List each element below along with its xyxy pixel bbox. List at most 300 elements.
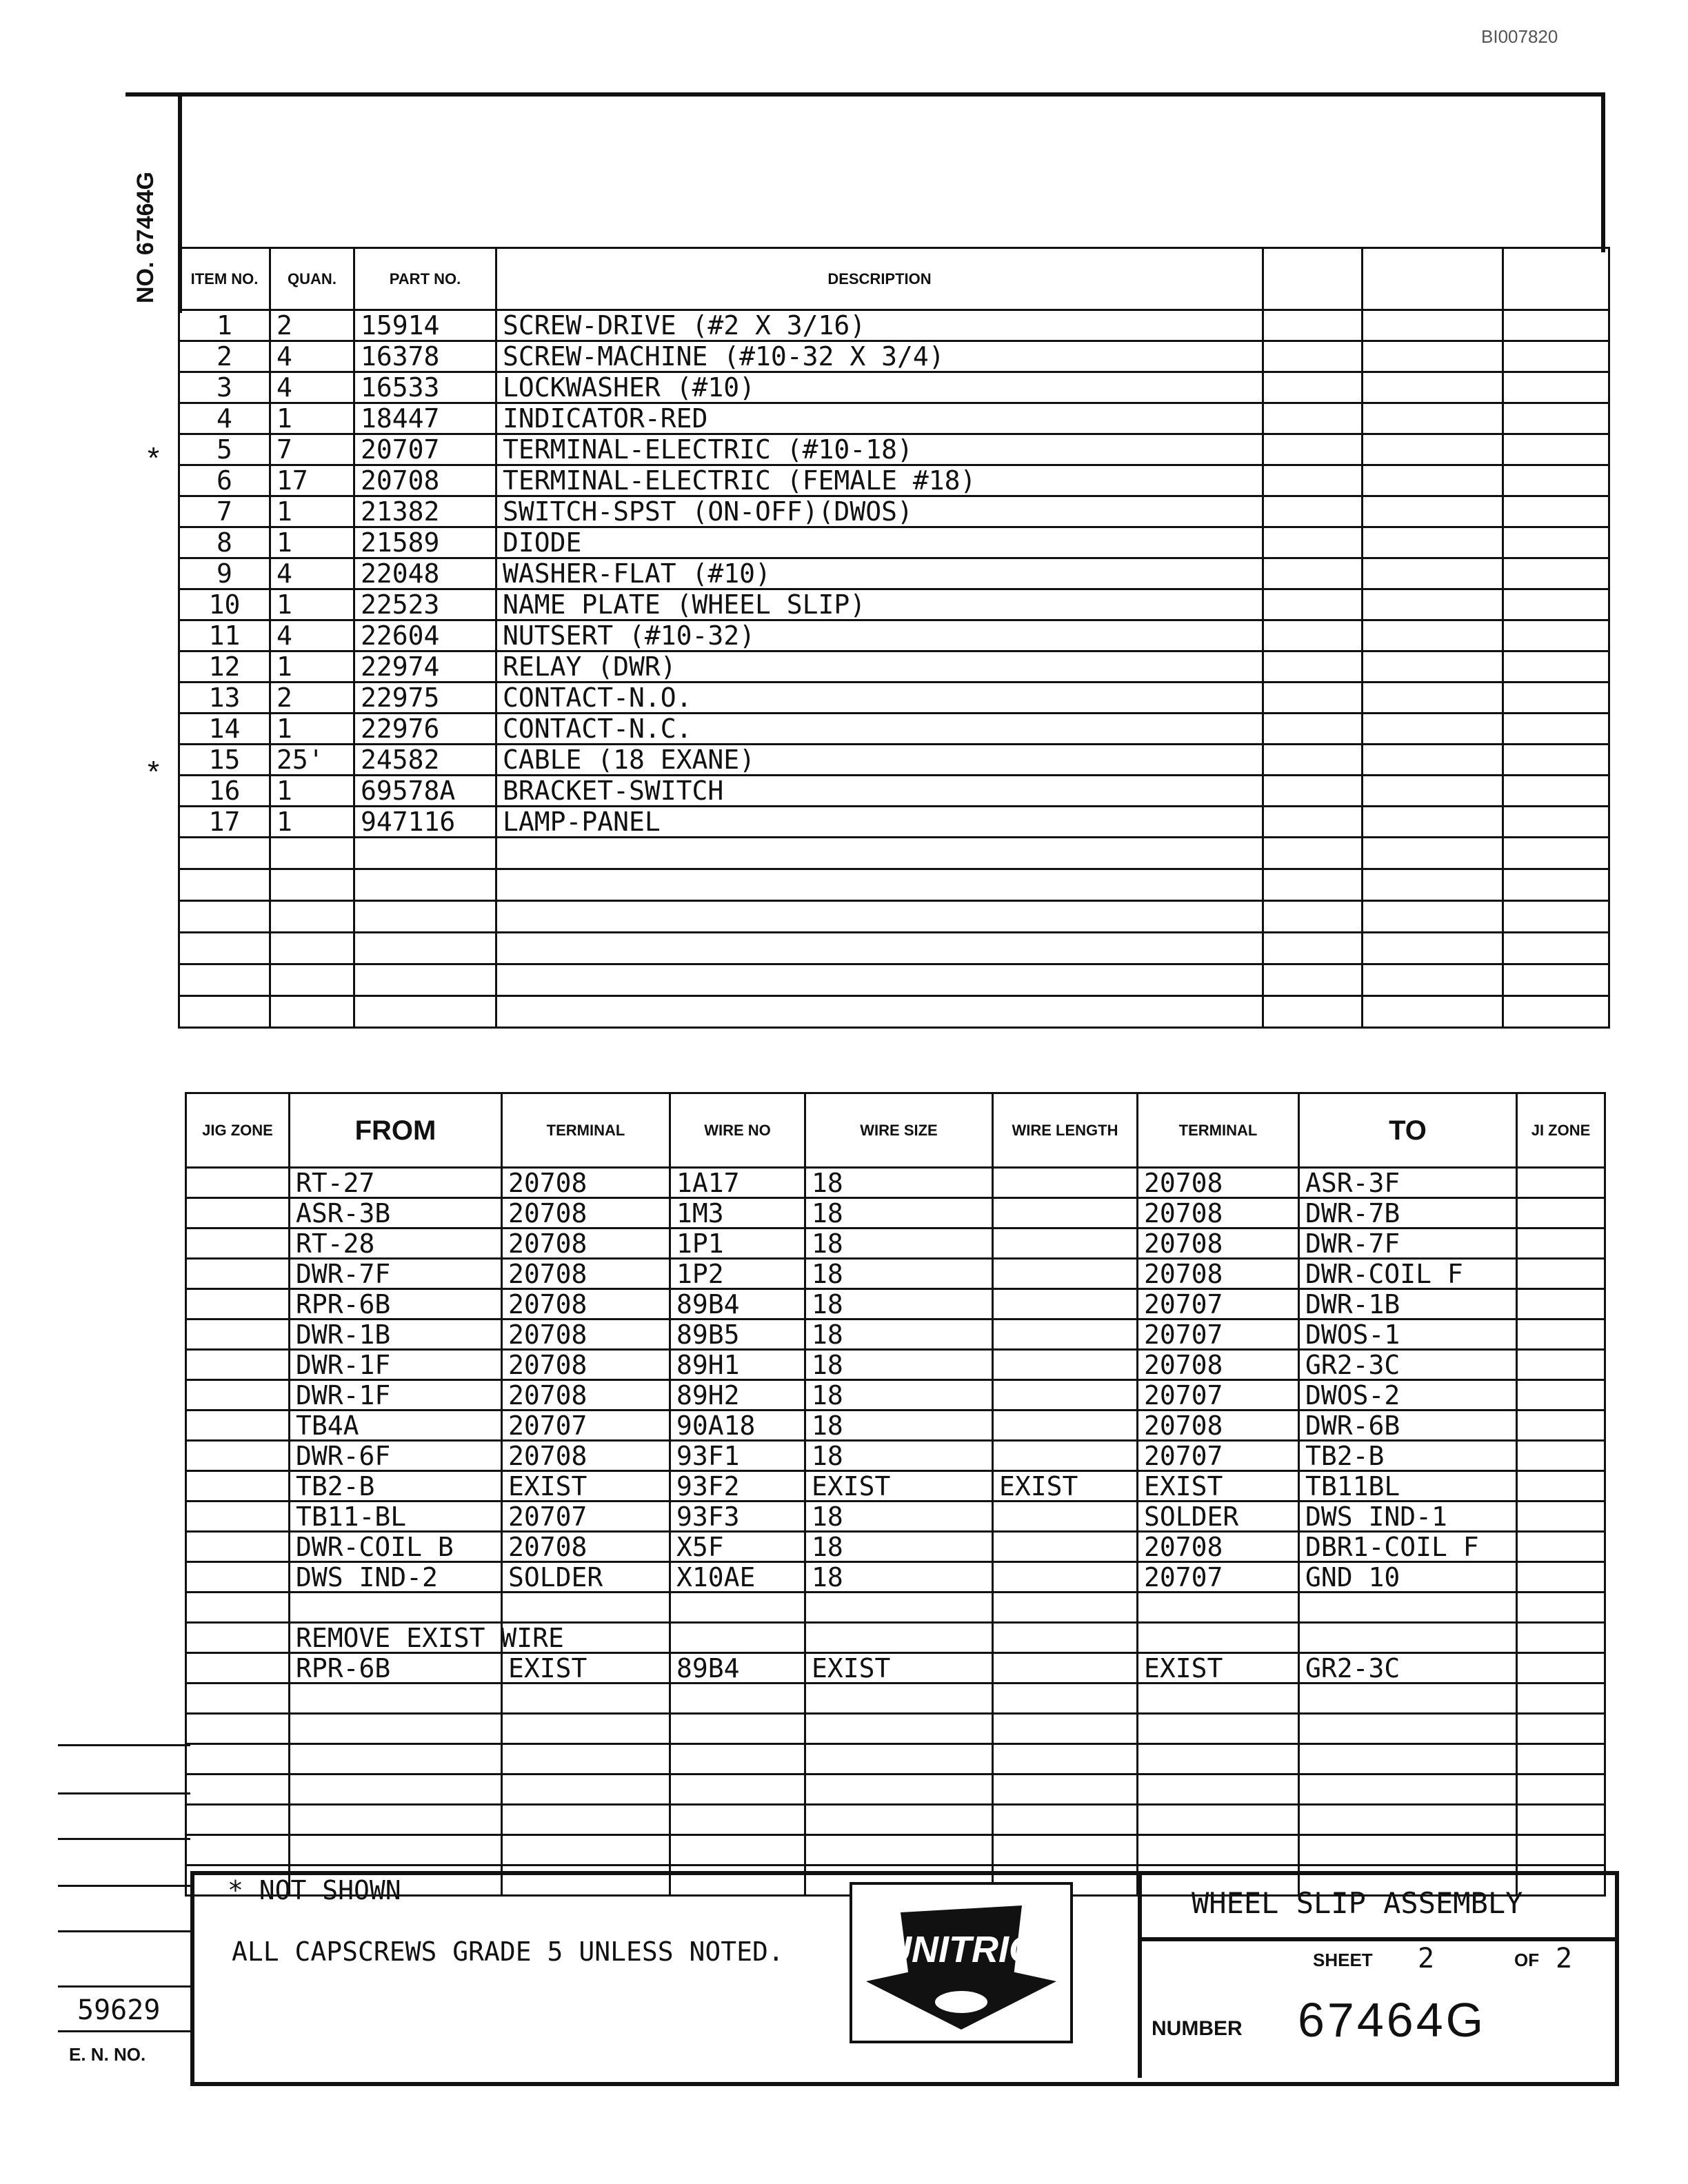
header-wire-no: WIRE NO xyxy=(670,1093,805,1168)
wire-cell-jig-zone-right xyxy=(1517,1714,1605,1744)
wire-cell-terminal-from xyxy=(502,1775,670,1805)
parts-cell-qty: 1 xyxy=(270,807,354,838)
parts-cell-desc: TERMINAL-ELECTRIC (FEMALE #18) xyxy=(496,465,1263,496)
wire-cell-terminal-to: 20708 xyxy=(1138,1259,1299,1289)
parts-cell-desc: SWITCH-SPST (ON-OFF)(DWOS) xyxy=(496,496,1263,527)
wire-cell-wire-no: 93F3 xyxy=(670,1502,805,1532)
parts-cell-qty: 25' xyxy=(270,745,354,776)
parts-cell-part: 22604 xyxy=(354,620,496,651)
parts-cell-part: 22974 xyxy=(354,651,496,682)
wire-cell-wire-length xyxy=(993,1623,1138,1653)
parts-cell-blank xyxy=(1503,341,1609,372)
parts-cell-part: 15914 xyxy=(354,310,496,341)
wire-cell-to xyxy=(1299,1623,1517,1653)
wire-cell-wire-size: 18 xyxy=(805,1441,993,1471)
wire-cell-to: TB2-B xyxy=(1299,1441,1517,1471)
parts-cell-item: 6 xyxy=(179,465,270,496)
note-not-shown: * NOT SHOWN xyxy=(228,1875,401,1905)
parts-cell-qty xyxy=(270,838,354,869)
wire-cell-terminal-to: 20707 xyxy=(1138,1320,1299,1350)
parts-cell-part: 947116 xyxy=(354,807,496,838)
parts-cell-blank xyxy=(1503,589,1609,620)
wire-row xyxy=(186,1835,1605,1866)
parts-cell-item: 8 xyxy=(179,527,270,558)
wire-row xyxy=(186,1380,1605,1410)
parts-cell-blank xyxy=(1363,745,1503,776)
parts-cell-blank xyxy=(1503,838,1609,869)
parts-cell-desc: LOCKWASHER (#10) xyxy=(496,372,1263,403)
parts-cell-item: 2 xyxy=(179,341,270,372)
parts-cell-blank xyxy=(1363,838,1503,869)
wire-cell-wire-no xyxy=(670,1714,805,1744)
wire-cell-jig-zone xyxy=(186,1471,290,1502)
wire-cell-wire-length xyxy=(993,1380,1138,1410)
wire-cell-wire-length xyxy=(993,1805,1138,1835)
wire-cell-jig-zone-right xyxy=(1517,1168,1605,1198)
parts-cell-blank xyxy=(1503,496,1609,527)
wire-row xyxy=(186,1168,1605,1198)
en-block xyxy=(58,1985,190,2080)
parts-cell-item xyxy=(179,996,270,1028)
wire-cell-terminal-to xyxy=(1138,1805,1299,1835)
parts-cell-blank xyxy=(1263,933,1363,964)
parts-cell-item: 4 xyxy=(179,403,270,434)
wire-cell-wire-no: 1A17 xyxy=(670,1168,805,1198)
parts-cell-item xyxy=(179,838,270,869)
parts-cell-blank xyxy=(1503,714,1609,745)
parts-cell-blank xyxy=(1263,714,1363,745)
parts-cell-blank xyxy=(1503,869,1609,901)
wire-cell-from: DWS IND-2 xyxy=(290,1562,502,1593)
wire-cell-to: DWR-COIL F xyxy=(1299,1259,1517,1289)
parts-cell-item: 17 xyxy=(179,807,270,838)
wire-cell-from: DWR-1B xyxy=(290,1320,502,1350)
parts-cell-desc: CONTACT-N.O. xyxy=(496,682,1263,714)
parts-cell-item: 5 xyxy=(179,434,270,465)
title-divider xyxy=(1142,1937,1615,1941)
wire-cell-wire-length xyxy=(993,1562,1138,1593)
wire-cell-jig-zone xyxy=(186,1835,290,1866)
parts-cell-blank xyxy=(1363,933,1503,964)
parts-row xyxy=(179,496,1609,527)
parts-cell-qty xyxy=(270,964,354,996)
wire-cell-to xyxy=(1299,1805,1517,1835)
parts-cell-desc: CONTACT-N.C. xyxy=(496,714,1263,745)
parts-row xyxy=(179,869,1609,901)
parts-cell-blank xyxy=(1503,434,1609,465)
wire-cell-wire-length xyxy=(993,1835,1138,1866)
header-terminal-to: TERMINAL xyxy=(1138,1093,1299,1168)
wire-cell-terminal-to: EXIST xyxy=(1138,1471,1299,1502)
wire-cell-terminal-to: 20707 xyxy=(1138,1562,1299,1593)
wire-cell-terminal-from xyxy=(502,1835,670,1866)
wire-cell-wire-no: 90A18 xyxy=(670,1410,805,1441)
parts-row xyxy=(179,776,1609,807)
wire-cell-wire-size: 18 xyxy=(805,1228,993,1259)
parts-row xyxy=(179,901,1609,933)
parts-row xyxy=(179,964,1609,996)
parts-cell-blank xyxy=(1363,869,1503,901)
wire-cell-wire-length: EXIST xyxy=(993,1471,1138,1502)
parts-cell-blank xyxy=(1263,372,1363,403)
wire-cell-terminal-to: 20707 xyxy=(1138,1441,1299,1471)
wire-cell-wire-size xyxy=(805,1623,993,1653)
wire-cell-wire-size: 18 xyxy=(805,1410,993,1441)
wire-row xyxy=(186,1593,1605,1623)
wire-cell-wire-size: 18 xyxy=(805,1502,993,1532)
header-quantity: QUAN. xyxy=(270,248,354,310)
wire-cell-wire-size xyxy=(805,1744,993,1775)
parts-cell-blank xyxy=(1263,901,1363,933)
wire-cell-wire-no: 89B5 xyxy=(670,1320,805,1350)
parts-cell-desc: NUTSERT (#10-32) xyxy=(496,620,1263,651)
wire-row xyxy=(186,1228,1605,1259)
wire-cell-jig-zone xyxy=(186,1623,290,1653)
parts-cell-desc: INDICATOR-RED xyxy=(496,403,1263,434)
parts-cell-blank xyxy=(1263,745,1363,776)
wire-cell-jig-zone-right xyxy=(1517,1684,1605,1714)
parts-row xyxy=(179,933,1609,964)
parts-cell-part: 20707 xyxy=(354,434,496,465)
wire-cell-jig-zone xyxy=(186,1380,290,1410)
parts-cell-blank xyxy=(1363,776,1503,807)
parts-row xyxy=(179,372,1609,403)
header-jig-zone-right: JI ZONE xyxy=(1517,1093,1605,1168)
wire-cell-from: TB2-B xyxy=(290,1471,502,1502)
parts-cell-blank xyxy=(1503,745,1609,776)
wire-cell-from: DWR-6F xyxy=(290,1441,502,1471)
wire-cell-from: DWR-1F xyxy=(290,1380,502,1410)
wire-row xyxy=(186,1653,1605,1684)
wire-cell-terminal-from: 20708 xyxy=(502,1532,670,1562)
parts-cell-desc: SCREW-DRIVE (#2 X 3/16) xyxy=(496,310,1263,341)
wire-cell-wire-size xyxy=(805,1835,993,1866)
wire-cell-jig-zone-right xyxy=(1517,1441,1605,1471)
wire-cell-wire-length xyxy=(993,1410,1138,1441)
parts-cell-qty: 1 xyxy=(270,651,354,682)
wire-cell-jig-zone xyxy=(186,1775,290,1805)
of-value: 2 xyxy=(1556,1943,1573,1974)
wire-cell-terminal-to: 20708 xyxy=(1138,1410,1299,1441)
wire-cell-terminal-from xyxy=(502,1593,670,1623)
parts-cell-item: 1 xyxy=(179,310,270,341)
wire-cell-jig-zone-right xyxy=(1517,1228,1605,1259)
parts-cell-blank xyxy=(1363,620,1503,651)
wire-cell-wire-length xyxy=(993,1259,1138,1289)
parts-cell-blank xyxy=(1503,372,1609,403)
parts-cell-qty: 1 xyxy=(270,403,354,434)
parts-cell-part: 69578A xyxy=(354,776,496,807)
parts-row xyxy=(179,620,1609,651)
wire-cell-from: REMOVE EXIST WIRE xyxy=(290,1623,502,1653)
wire-cell-terminal-from: 20708 xyxy=(502,1380,670,1410)
parts-row xyxy=(179,558,1609,589)
wire-row xyxy=(186,1714,1605,1744)
parts-cell-item: 15 xyxy=(179,745,270,776)
wire-cell-jig-zone-right xyxy=(1517,1532,1605,1562)
wire-cell-terminal-from: 20708 xyxy=(502,1289,670,1320)
wire-row xyxy=(186,1289,1605,1320)
wire-cell-to xyxy=(1299,1714,1517,1744)
parts-cell-qty: 4 xyxy=(270,558,354,589)
parts-cell-blank xyxy=(1263,403,1363,434)
wire-cell-to xyxy=(1299,1744,1517,1775)
parts-cell-desc xyxy=(496,838,1263,869)
wire-cell-jig-zone-right xyxy=(1517,1653,1605,1684)
parts-cell-blank xyxy=(1263,682,1363,714)
wire-cell-to: DWR-6B xyxy=(1299,1410,1517,1441)
wire-cell-from xyxy=(290,1775,502,1805)
wire-cell-jig-zone-right xyxy=(1517,1502,1605,1532)
parts-cell-qty xyxy=(270,869,354,901)
wire-cell-jig-zone-right xyxy=(1517,1775,1605,1805)
wire-cell-to: DWR-7B xyxy=(1299,1198,1517,1228)
parts-cell-item xyxy=(179,964,270,996)
wire-cell-wire-no xyxy=(670,1684,805,1714)
wire-cell-wire-length xyxy=(993,1320,1138,1350)
logo-wordmark: UNITRIG xyxy=(885,1929,1038,1970)
wire-row xyxy=(186,1623,1605,1653)
parts-cell-blank xyxy=(1263,996,1363,1028)
parts-cell-blank xyxy=(1363,310,1503,341)
parts-row xyxy=(179,651,1609,682)
wire-row xyxy=(186,1350,1605,1380)
wire-cell-from xyxy=(290,1805,502,1835)
parts-cell-item: 10 xyxy=(179,589,270,620)
parts-cell-part: 22523 xyxy=(354,589,496,620)
wire-cell-terminal-to: 20708 xyxy=(1138,1198,1299,1228)
parts-cell-blank xyxy=(1503,996,1609,1028)
wire-cell-jig-zone xyxy=(186,1532,290,1562)
parts-cell-qty: 1 xyxy=(270,776,354,807)
wire-cell-terminal-from: 20708 xyxy=(502,1198,670,1228)
wire-cell-jig-zone xyxy=(186,1593,290,1623)
wire-cell-jig-zone-right xyxy=(1517,1744,1605,1775)
wire-cell-terminal-from: EXIST xyxy=(502,1471,670,1502)
parts-cell-blank xyxy=(1263,465,1363,496)
parts-cell-desc: NAME PLATE (WHEEL SLIP) xyxy=(496,589,1263,620)
wire-cell-from xyxy=(290,1593,502,1623)
parts-cell-blank xyxy=(1503,465,1609,496)
parts-cell-qty xyxy=(270,996,354,1028)
parts-cell-blank xyxy=(1503,933,1609,964)
parts-cell-blank xyxy=(1363,651,1503,682)
wire-cell-wire-size xyxy=(805,1714,993,1744)
wire-cell-wire-size: EXIST xyxy=(805,1471,993,1502)
wire-cell-jig-zone xyxy=(186,1441,290,1471)
wire-cell-from: RT-28 xyxy=(290,1228,502,1259)
parts-cell-desc: SCREW-MACHINE (#10-32 X 3/4) xyxy=(496,341,1263,372)
parts-row xyxy=(179,434,1609,465)
wire-cell-from: TB11-BL xyxy=(290,1502,502,1532)
header-terminal-from: TERMINAL xyxy=(502,1093,670,1168)
wire-cell-jig-zone xyxy=(186,1350,290,1380)
wire-cell-to: GR2-3C xyxy=(1299,1653,1517,1684)
wire-cell-wire-length xyxy=(993,1168,1138,1198)
parts-cell-desc: DIODE xyxy=(496,527,1263,558)
header-part-no: PART NO. xyxy=(354,248,496,310)
parts-cell-desc: TERMINAL-ELECTRIC (#10-18) xyxy=(496,434,1263,465)
parts-cell-blank xyxy=(1363,558,1503,589)
wire-cell-terminal-to xyxy=(1138,1744,1299,1775)
wire-cell-terminal-to: EXIST xyxy=(1138,1653,1299,1684)
parts-cell-qty: 1 xyxy=(270,496,354,527)
wire-cell-wire-size: 18 xyxy=(805,1532,993,1562)
parts-cell-desc: BRACKET-SWITCH xyxy=(496,776,1263,807)
wire-cell-jig-zone xyxy=(186,1320,290,1350)
parts-cell-blank xyxy=(1363,372,1503,403)
parts-cell-desc: CABLE (18 EXANE) xyxy=(496,745,1263,776)
wire-cell-terminal-to xyxy=(1138,1714,1299,1744)
wire-cell-jig-zone xyxy=(186,1653,290,1684)
parts-cell-part xyxy=(354,838,496,869)
wire-cell-wire-length xyxy=(993,1714,1138,1744)
header-blank-2 xyxy=(1363,248,1503,310)
header-description: DESCRIPTION xyxy=(496,248,1263,310)
parts-cell-desc xyxy=(496,869,1263,901)
parts-cell-part: 21589 xyxy=(354,527,496,558)
parts-row xyxy=(179,465,1609,496)
wire-cell-from xyxy=(290,1744,502,1775)
wire-cell-terminal-to xyxy=(1138,1593,1299,1623)
wire-cell-wire-no xyxy=(670,1835,805,1866)
wire-cell-to xyxy=(1299,1593,1517,1623)
parts-cell-blank xyxy=(1503,558,1609,589)
number-label: NUMBER xyxy=(1152,2017,1243,2040)
wire-cell-jig-zone xyxy=(186,1289,290,1320)
parts-row xyxy=(179,310,1609,341)
bates-number: BI007820 xyxy=(1481,26,1558,47)
wire-cell-wire-size: 18 xyxy=(805,1380,993,1410)
wire-cell-wire-length xyxy=(993,1744,1138,1775)
wire-cell-wire-no: 89B4 xyxy=(670,1289,805,1320)
parts-cell-part xyxy=(354,901,496,933)
title-text: WHEEL SLIP ASSEMBLY xyxy=(1192,1886,1523,1920)
wire-cell-to: GR2-3C xyxy=(1299,1350,1517,1380)
wire-cell-wire-size: 18 xyxy=(805,1168,993,1198)
parts-cell-blank xyxy=(1263,807,1363,838)
wire-cell-jig-zone-right xyxy=(1517,1289,1605,1320)
parts-cell-blank xyxy=(1263,496,1363,527)
parts-row xyxy=(179,341,1609,372)
parts-cell-qty: 1 xyxy=(270,714,354,745)
wire-cell-jig-zone xyxy=(186,1744,290,1775)
parts-cell-part: 20708 xyxy=(354,465,496,496)
wire-cell-jig-zone xyxy=(186,1714,290,1744)
wire-cell-jig-zone xyxy=(186,1168,290,1198)
wire-cell-wire-no xyxy=(670,1623,805,1653)
wire-cell-jig-zone xyxy=(186,1228,290,1259)
wire-cell-from: RPR-6B xyxy=(290,1289,502,1320)
wire-cell-jig-zone xyxy=(186,1805,290,1835)
parts-cell-part: 22048 xyxy=(354,558,496,589)
not-shown-asterisk: * xyxy=(148,755,160,789)
parts-cell-item: 13 xyxy=(179,682,270,714)
parts-cell-qty: 2 xyxy=(270,310,354,341)
parts-cell-blank xyxy=(1503,682,1609,714)
wire-cell-wire-no: 1P2 xyxy=(670,1259,805,1289)
parts-cell-blank xyxy=(1363,589,1503,620)
header-jig-zone: JIG ZONE xyxy=(186,1093,290,1168)
wire-cell-wire-size xyxy=(805,1593,993,1623)
parts-cell-desc: LAMP-PANEL xyxy=(496,807,1263,838)
wire-cell-terminal-to xyxy=(1138,1623,1299,1653)
wire-cell-wire-length xyxy=(993,1684,1138,1714)
parts-cell-part: 18447 xyxy=(354,403,496,434)
parts-cell-blank xyxy=(1363,496,1503,527)
wire-row xyxy=(186,1744,1605,1775)
parts-row xyxy=(179,714,1609,745)
parts-cell-blank xyxy=(1263,776,1363,807)
wire-cell-wire-size: 18 xyxy=(805,1562,993,1593)
wire-row xyxy=(186,1198,1605,1228)
header-blank-3 xyxy=(1503,248,1609,310)
parts-cell-qty: 4 xyxy=(270,372,354,403)
parts-row xyxy=(179,403,1609,434)
parts-cell-item: 14 xyxy=(179,714,270,745)
wire-cell-to: DBR1-COIL F xyxy=(1299,1532,1517,1562)
parts-cell-qty: 2 xyxy=(270,682,354,714)
wire-cell-terminal-from: 20708 xyxy=(502,1228,670,1259)
wire-cell-from xyxy=(290,1714,502,1744)
wire-row xyxy=(186,1320,1605,1350)
parts-cell-blank xyxy=(1363,434,1503,465)
wire-cell-terminal-from: SOLDER xyxy=(502,1562,670,1593)
drawing-number: 67464G xyxy=(1298,1993,1487,2047)
parts-cell-desc xyxy=(496,996,1263,1028)
parts-cell-blank xyxy=(1503,310,1609,341)
header-from: FROM xyxy=(290,1093,502,1168)
wire-cell-terminal-to: 20707 xyxy=(1138,1380,1299,1410)
header-wire-size: WIRE SIZE xyxy=(805,1093,993,1168)
parts-cell-blank xyxy=(1263,434,1363,465)
note-capscrews: ALL CAPSCREWS GRADE 5 UNLESS NOTED. xyxy=(232,1937,784,1967)
wire-cell-to: DWOS-2 xyxy=(1299,1380,1517,1410)
wire-cell-terminal-from: 20708 xyxy=(502,1441,670,1471)
wire-cell-terminal-to: 20708 xyxy=(1138,1168,1299,1198)
wire-cell-terminal-from: EXIST xyxy=(502,1653,670,1684)
wire-row xyxy=(186,1441,1605,1471)
wire-cell-wire-no: 93F2 xyxy=(670,1471,805,1502)
wire-cell-terminal-to: 20708 xyxy=(1138,1532,1299,1562)
parts-cell-part xyxy=(354,933,496,964)
parts-cell-blank xyxy=(1363,964,1503,996)
wire-cell-jig-zone-right xyxy=(1517,1198,1605,1228)
wire-row xyxy=(186,1471,1605,1502)
wire-cell-from: RT-27 xyxy=(290,1168,502,1198)
parts-cell-blank xyxy=(1263,964,1363,996)
parts-cell-blank xyxy=(1503,964,1609,996)
wire-cell-from: RPR-6B xyxy=(290,1653,502,1684)
wire-cell-jig-zone xyxy=(186,1410,290,1441)
parts-cell-item: 7 xyxy=(179,496,270,527)
parts-cell-blank xyxy=(1263,651,1363,682)
parts-table xyxy=(178,247,1610,1029)
wire-cell-terminal-from: 20708 xyxy=(502,1350,670,1380)
wire-cell-wire-length xyxy=(993,1198,1138,1228)
parts-cell-blank xyxy=(1503,807,1609,838)
wire-cell-jig-zone xyxy=(186,1562,290,1593)
wire-cell-wire-no: 89B4 xyxy=(670,1653,805,1684)
parts-cell-qty: 1 xyxy=(270,527,354,558)
parts-cell-blank xyxy=(1363,341,1503,372)
wire-cell-wire-length xyxy=(993,1593,1138,1623)
wire-cell-wire-size: EXIST xyxy=(805,1653,993,1684)
parts-cell-item: 16 xyxy=(179,776,270,807)
wire-cell-jig-zone xyxy=(186,1259,290,1289)
wire-cell-to: GND 10 xyxy=(1299,1562,1517,1593)
wire-cell-to: DWS IND-1 xyxy=(1299,1502,1517,1532)
